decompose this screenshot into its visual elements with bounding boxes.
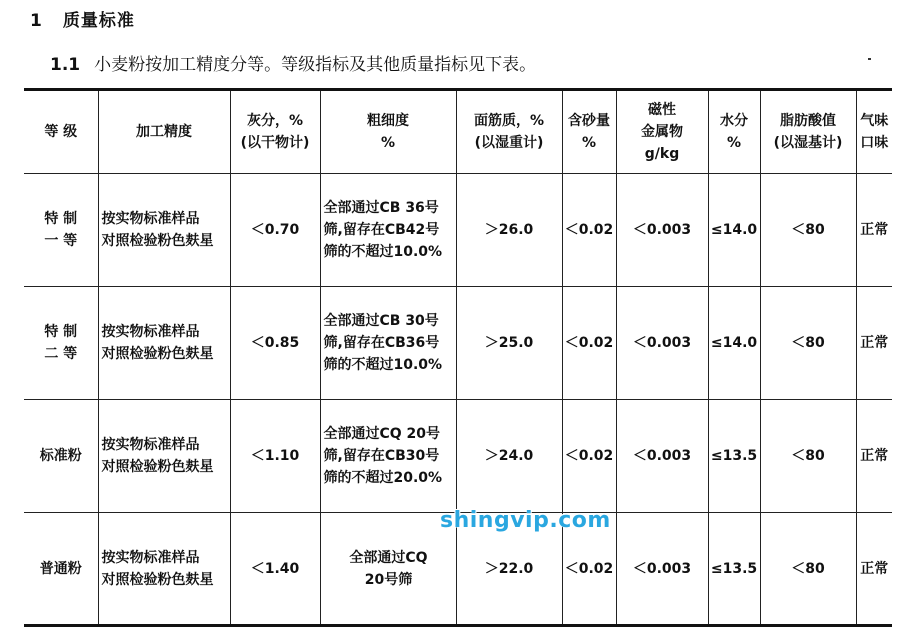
grade-cell: 普通粉 <box>24 513 98 626</box>
subsection-heading <box>50 50 536 75</box>
magnetic-cell: ＜0.003 <box>616 174 708 287</box>
header-cell: 气味 口味 <box>856 90 892 174</box>
header-cell: 脂肪酸值 (以湿基计) <box>760 90 856 174</box>
precision-cell: 按实物标准样品 对照检验粉色麸星 <box>98 513 230 626</box>
quality-standard-table <box>24 88 892 627</box>
section-heading <box>30 6 135 31</box>
ash-cell: ＜0.85 <box>230 287 320 400</box>
grade-cell: 标准粉 <box>24 400 98 513</box>
section-number: 1 <box>30 11 43 31</box>
fineness-cell: 全部通过CQ 20号 筛,留存在CB30号 筛的不超过20.0% <box>320 400 456 513</box>
gluten-cell: ＞25.0 <box>456 287 562 400</box>
subsection-text: 小麦粉按加工精度分等。等级指标及其他质量指标见下表。 <box>94 55 537 75</box>
ash-cell: ＜1.10 <box>230 400 320 513</box>
grade-cell: 特 制 一 等 <box>24 174 98 287</box>
odor-cell: 正常 <box>856 513 892 626</box>
moisture-cell: ≤13.5 <box>708 400 760 513</box>
precision-cell: 按实物标准样品 对照检验粉色麸星 <box>98 174 230 287</box>
gluten-cell: ＞22.0 <box>456 513 562 626</box>
sand-cell: ＜0.02 <box>562 174 616 287</box>
header-cell: 加工精度 <box>98 90 230 174</box>
ash-cell: ＜1.40 <box>230 513 320 626</box>
table-row <box>24 400 892 513</box>
header-cell: 水分 % <box>708 90 760 174</box>
watermark-text: shingvip.com <box>440 508 611 533</box>
fatty-acid-cell: ＜80 <box>760 513 856 626</box>
moisture-cell: ≤14.0 <box>708 174 760 287</box>
section-title: 质量标准 <box>62 11 135 31</box>
fatty-acid-cell: ＜80 <box>760 400 856 513</box>
table-row <box>24 287 892 400</box>
odor-cell: 正常 <box>856 287 892 400</box>
sand-cell: ＜0.02 <box>562 287 616 400</box>
moisture-cell: ≤14.0 <box>708 287 760 400</box>
magnetic-cell: ＜0.003 <box>616 513 708 626</box>
header-cell: 磁性 金属物 g/kg <box>616 90 708 174</box>
fatty-acid-cell: ＜80 <box>760 174 856 287</box>
sand-cell: ＜0.02 <box>562 513 616 626</box>
table-row <box>24 513 892 626</box>
fineness-cell: 全部通过CB 36号 筛,留存在CB42号 筛的不超过10.0% <box>320 174 456 287</box>
fineness-cell: 全部通过CB 30号 筛,留存在CB36号 筛的不超过10.0% <box>320 287 456 400</box>
table-header-row <box>24 90 892 174</box>
header-cell: 粗细度 % <box>320 90 456 174</box>
odor-cell: 正常 <box>856 174 892 287</box>
magnetic-cell: ＜0.003 <box>616 400 708 513</box>
fatty-acid-cell: ＜80 <box>760 287 856 400</box>
fineness-cell: 全部通过CQ 20号筛 <box>320 513 456 626</box>
header-cell: 含砂量 % <box>562 90 616 174</box>
precision-cell: 按实物标准样品 对照检验粉色麸星 <box>98 287 230 400</box>
odor-cell: 正常 <box>856 400 892 513</box>
table-row <box>24 174 892 287</box>
moisture-cell: ≤13.5 <box>708 513 760 626</box>
print-speck <box>868 58 871 60</box>
subsection-number: 1.1 <box>50 55 81 75</box>
gluten-cell: ＞24.0 <box>456 400 562 513</box>
header-cell: 面筋质，% (以湿重计) <box>456 90 562 174</box>
sand-cell: ＜0.02 <box>562 400 616 513</box>
precision-cell: 按实物标准样品 对照检验粉色麸星 <box>98 400 230 513</box>
header-cell: 灰分，% (以干物计) <box>230 90 320 174</box>
header-cell: 等 级 <box>24 90 98 174</box>
gluten-cell: ＞26.0 <box>456 174 562 287</box>
grade-cell: 特 制 二 等 <box>24 287 98 400</box>
magnetic-cell: ＜0.003 <box>616 287 708 400</box>
ash-cell: ＜0.70 <box>230 174 320 287</box>
